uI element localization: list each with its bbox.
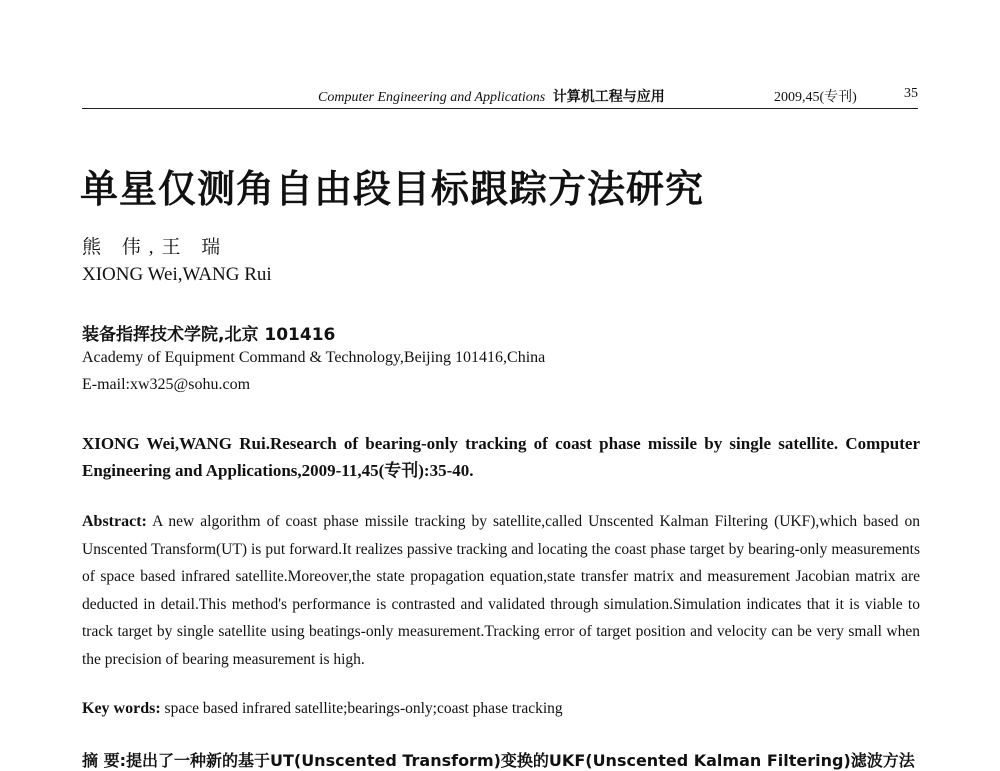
issue-info: 2009,45(专刊) [774, 90, 857, 105]
email: E-mail:xw325@sohu.com [82, 376, 251, 393]
authors-en: XIONG Wei,WANG Rui [82, 264, 272, 285]
journal-name-en: Computer Engineering and Applications [318, 90, 546, 105]
citation: XIONG Wei,WANG Rui.Research of bearing-only tracking of coast phase missile by single satellite. Computer Engineering and Applications,2009-11,45(专刊):35-40. [82, 434, 920, 480]
abstract [82, 508, 920, 673]
keywords-label: Key words: [82, 700, 161, 717]
abstract-label: Abstract: [82, 513, 147, 530]
journal-name-cn: 计算机工程与应用 [552, 90, 665, 105]
header-rule [82, 108, 918, 109]
journal-name [318, 86, 665, 106]
affiliation-en: Academy of Equipment Command & Technology,Beijing 101416,China [82, 349, 546, 366]
running-header [82, 84, 918, 110]
paper-title: 单星仅测角自由段目标跟踪方法研究 [80, 167, 705, 211]
authors-cn: 熊 伟,王 瑞 [82, 237, 229, 258]
affiliation-cn: 装备指挥技术学院,北京 101416 [82, 325, 336, 345]
cn-abstract-fragment: 摘 要:提出了一种新的基于UT(Unscented Transform)变换的UKF(Unscented Kalman Filtering)滤波方法 [82, 751, 915, 770]
keywords [82, 700, 563, 718]
abstract-text: A new algorithm of coast phase missile tracking by satellite,called Unscented Kalman Filtering (UKF),which based on Unscented Transform(UT) is put forward.It realizes passive tracking and locating the coast phase target by bearing-only measurements of space based infrared satellite.Moreover,the state propagation equation,state transfer matrix and measurement Jacobian matrix are deducted in detail.This method's performance is contrasted and validated through simulation.Simulation indicates that it is viable to track target by single satellite using beatings-only measurement.Tracking error of target position and velocity can be very small when the precision of bearing measurement is high. [82, 513, 920, 668]
page-number: 35 [904, 86, 918, 101]
keywords-text: space based infrared satellite;bearings-only;coast phase tracking [164, 700, 563, 717]
